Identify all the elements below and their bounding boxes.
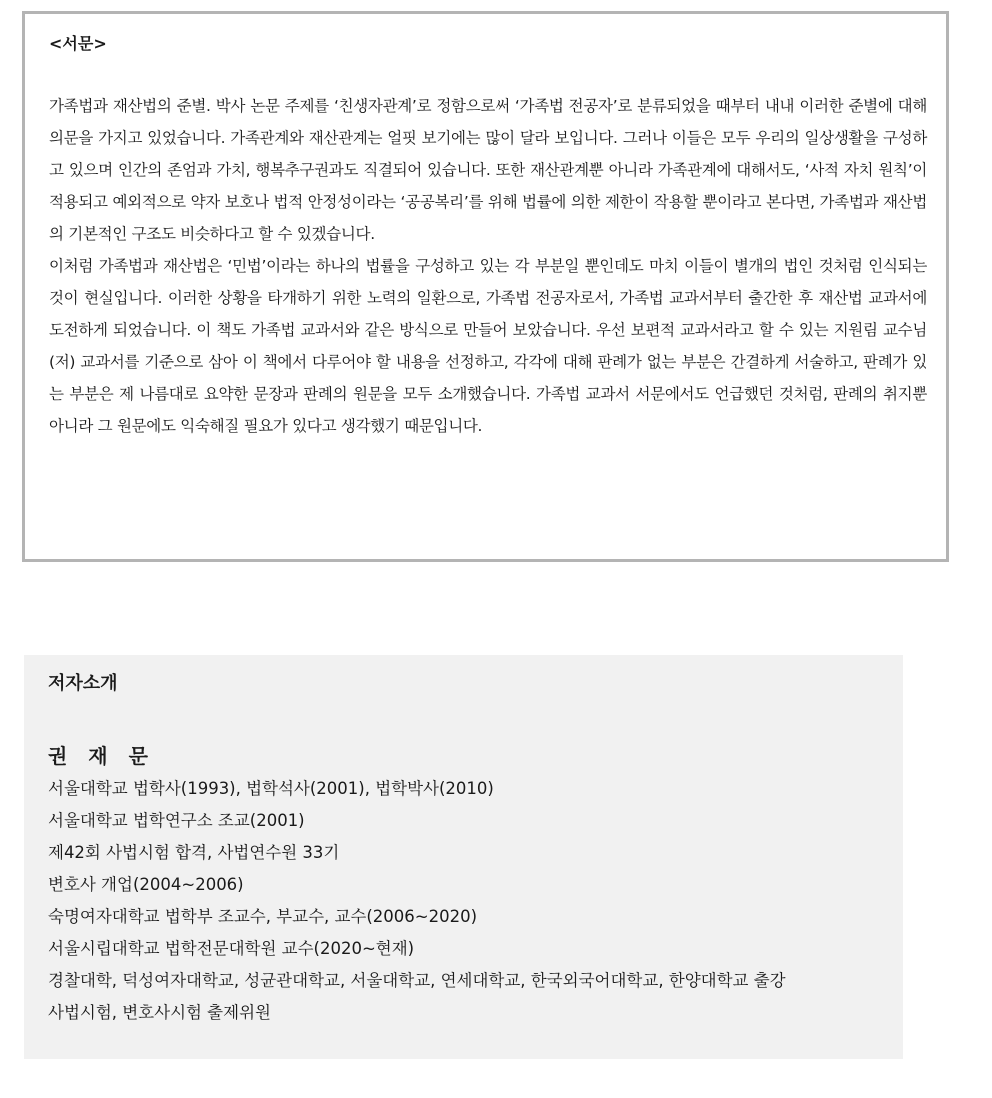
author-credentials-list xyxy=(48,773,786,1029)
author-box xyxy=(24,655,903,1059)
preface-body xyxy=(49,90,927,442)
credential-item: 서울대학교 법학사(1993), 법학석사(2001), 법학박사(2010) xyxy=(48,779,494,798)
credential-item: 숙명여자대학교 법학부 조교수, 부교수, 교수(2006~2020) xyxy=(48,907,478,926)
preface-box xyxy=(22,11,949,562)
preface-heading: <서문> xyxy=(49,34,107,53)
credential-item: 제42회 사법시험 합격, 사법연수원 33기 xyxy=(48,843,340,862)
credential-item: 경찰대학, 덕성여자대학교, 성균관대학교, 서울대학교, 연세대학교, 한국외국어대학교, 한양대학교 출강 xyxy=(48,971,786,990)
preface-paragraph-1: 가족법과 재산법의 준별. 박사 논문 주제를 ‘친생자관계’로 정함으로써 ‘가족법 전공자’로 분류되었을 때부터 내내 이러한 준별에 대해 의문을 가지고 있었습니다. 가족관계와 재산관계는 얼핏 보기에는 많이 달라 보입니다. 그러나 이들은 모두 우리의 일상생활을 구성하고 있으며 인간의 존엄과 가치, 행복추구권과도 직결되어 있습니다. 또한 재산관계뿐 아니라 가족관계에 대해서도, ‘사적 자치 원칙’이 적용되고 예외적으로 약자 보호나 법적 안정성이라는 ‘공공복리’를 위해 법률에 의한 제한이 작용할 뿐이라고 본다면, 가족법과 재산법의 기본적인 구조도 비슷하다고 할 수 있겠습니다. xyxy=(49,97,927,243)
credential-item: 변호사 개업(2004~2006) xyxy=(48,875,244,894)
preface-paragraph-2: 이처럼 가족법과 재산법은 ‘민법’이라는 하나의 법률을 구성하고 있는 각 부분일 뿐인데도 마치 이들이 별개의 법인 것처럼 인식되는 것이 현실입니다. 이러한 상황을 타개하기 위한 노력의 일환으로, 가족법 전공자로서, 가족법 교과서부터 출간한 후 재산법 교과서에 도전하게 되었습니다. 이 책도 가족법 교과서와 같은 방식으로 만들어 보았습니다. 우선 보편적 교과서라고 할 수 있는 지원림 교수님(저) 교과서를 기준으로 삼아 이 책에서 다루어야 할 내용을 선정하고, 각각에 대해 판례가 없는 부분은 간결하게 서술하고, 판례가 있는 부분은 제 나름대로 요약한 문장과 판례의 원문을 모두 소개했습니다. 가족법 교과서 서문에서도 언급했던 것처럼, 판례의 취지뿐 아니라 그 원문에도 익숙해질 필요가 있다고 생각했기 때문입니다. xyxy=(49,257,927,435)
credential-item: 사법시험, 변호사시험 출제위원 xyxy=(48,1003,271,1022)
author-name: 권 재 문 xyxy=(48,744,155,768)
credential-item: 서울시립대학교 법학전문대학원 교수(2020~현재) xyxy=(48,939,415,958)
credential-item: 서울대학교 법학연구소 조교(2001) xyxy=(48,811,305,830)
author-heading: 저자소개 xyxy=(48,673,118,694)
